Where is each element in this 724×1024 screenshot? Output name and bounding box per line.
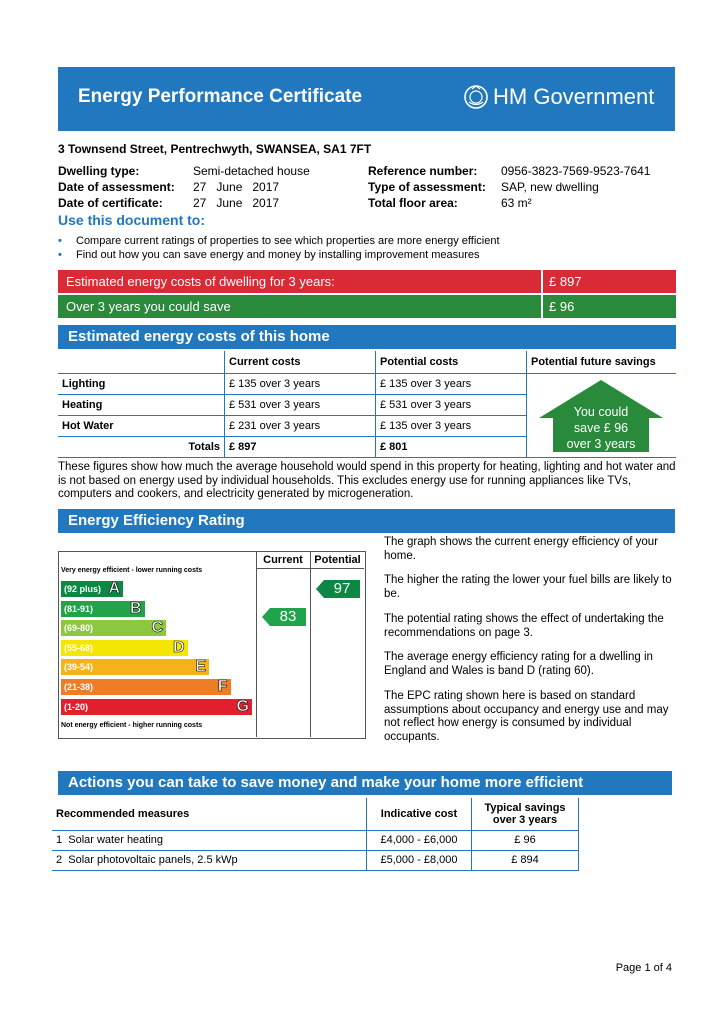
efficiency-description: The average energy efficiency rating for a dwelling in England and Wales is band D (rating 60).: [384, 651, 653, 677]
section-title: Energy Efficiency Rating: [68, 512, 245, 529]
measure-number: 2: [56, 854, 63, 866]
band-range: (39-54): [64, 662, 94, 673]
column-header: Potential costs: [376, 351, 527, 373]
reference-number: 0956-3823-7569-9523-7641: [501, 164, 651, 178]
measure-number: 1: [56, 834, 63, 846]
row-name: Hot Water: [58, 415, 225, 436]
savings-line: over 3 years: [566, 436, 636, 451]
list-item: [58, 248, 500, 262]
savings-label: Over 3 years you could save: [66, 299, 231, 314]
rating-band-d: [61, 640, 188, 656]
savings-line: You could: [573, 404, 629, 419]
potential-column-label: Potential: [314, 554, 361, 566]
column-header: Current costs: [225, 351, 376, 373]
details-left: [58, 163, 310, 211]
estimated-cost-label: Estimated energy costs of dwelling for 3 years:: [66, 274, 335, 289]
page-header: [58, 67, 675, 131]
current-rating-arrow: [262, 608, 306, 626]
measure-name: Solar photovoltaic panels, 2.5 kWp: [68, 854, 238, 866]
estimated-cost-value: £ 897: [541, 270, 676, 293]
costs-note: These figures show how much the average household would spend in this property for heating, lighting and hot water and is not based on energy used by individual households. This excludes energy use for running appliances like TVs, computers and cookers, and electricity generated by microgeneration.: [58, 461, 676, 500]
efficiency-description: The graph shows the current energy efficiency of your home.: [384, 536, 659, 562]
detail-label: Total floor area:: [368, 196, 458, 210]
costs-table: [58, 351, 676, 458]
total-current: £ 897: [225, 436, 376, 457]
detail-value: 27 June 2017: [193, 180, 280, 194]
current-rating-value: 83: [279, 608, 297, 625]
detail-row: [368, 179, 668, 195]
chart-divider: [256, 568, 364, 569]
property-address: 3 Townsend Street, Pentrechwyth, SWANSEA, SA1 7FT: [58, 142, 372, 156]
band-letter: F: [217, 678, 228, 695]
band-letter: E: [195, 658, 206, 676]
detail-row: [368, 195, 668, 211]
rating-band-f: [61, 679, 231, 695]
use-document-title: Use this document to:: [58, 212, 206, 228]
use-document-list: [58, 234, 500, 262]
government-label: HM Government: [493, 84, 655, 109]
bullet-text: Find out how you can save energy and money by installing improvement measures: [76, 249, 480, 261]
section-title: Estimated energy costs of this home: [68, 328, 330, 345]
rating-band-c: [61, 620, 166, 636]
measure-saving: £ 894: [472, 850, 579, 870]
potential-cost: £ 135 over 3 years: [376, 373, 527, 394]
savings-house-text: [553, 404, 649, 452]
detail-label: Date of assessment:: [58, 180, 175, 194]
savings-house-cell: [527, 373, 677, 457]
band-range: (81-91): [64, 603, 94, 614]
band-letter: D: [172, 638, 185, 656]
band-range: (92 plus): [64, 584, 102, 594]
actions-section-heading: [58, 771, 672, 795]
hm-government-logo: [463, 84, 654, 110]
chart-divider: [310, 551, 311, 737]
column-header: Indicative cost: [367, 798, 472, 830]
efficiency-description: The potential rating shows the effect of undertaking the recommendations on page 3.: [384, 613, 664, 639]
detail-value: 63 m²: [501, 196, 532, 210]
details-right: [368, 163, 668, 211]
detail-row: [58, 179, 280, 195]
table-header-row: [58, 351, 676, 373]
table-row: [52, 850, 579, 870]
measure-cell: [52, 850, 367, 870]
current-cost: £ 531 over 3 years: [225, 394, 376, 415]
efficiency-description: The higher the rating the lower your fuel bills are likely to be.: [384, 574, 672, 600]
totals-label: Totals: [58, 436, 225, 457]
section-title: Actions you can take to save money and make your home more efficient: [68, 774, 584, 791]
savings-line: save £ 96: [573, 420, 629, 435]
royal-crest-icon: [463, 84, 489, 110]
detail-label: Type of assessment:: [368, 180, 486, 194]
top-caption: Very energy efficient - lower running costs: [61, 567, 203, 574]
rating-band-e: [61, 659, 209, 675]
detail-value: SAP, new dwelling: [501, 180, 599, 194]
table-header-row: [52, 798, 579, 830]
estimated-cost-bar: [58, 270, 676, 293]
current-cost: £ 231 over 3 years: [225, 415, 376, 436]
rating-band-a: [61, 581, 123, 597]
list-item: [58, 234, 500, 248]
band-letter: B: [129, 599, 142, 617]
potential-rating-arrow: [316, 580, 360, 598]
band-range: (55-68): [64, 642, 94, 653]
measures-table: [52, 798, 579, 871]
rating-band-b: [61, 601, 145, 617]
detail-row: [368, 163, 668, 179]
detail-value: 27 June 2017: [193, 196, 280, 210]
current-column-label: Current: [263, 554, 303, 566]
measure-cost: £5,000 - £8,000: [367, 850, 472, 870]
column-header: Recommended measures: [52, 798, 367, 830]
page-title: Energy Performance Certificate: [78, 86, 363, 107]
detail-label: Reference number:: [368, 164, 478, 178]
measure-cell: [52, 830, 367, 850]
chart-divider: [256, 551, 257, 737]
band-letter: G: [236, 697, 249, 715]
potential-rating-value: 97: [333, 580, 351, 597]
potential-cost: £ 531 over 3 years: [376, 394, 527, 415]
page-number: Page 1 of 4: [615, 962, 672, 974]
table-row: [58, 373, 676, 394]
table-row: [52, 830, 579, 850]
detail-row: [58, 195, 280, 211]
measure-cost: £4,000 - £6,000: [367, 830, 472, 850]
column-header: Typical savings over 3 years: [472, 798, 579, 830]
measure-name: Solar water heating: [68, 834, 164, 846]
efficiency-section-heading: [58, 509, 675, 533]
detail-label: Date of certificate:: [58, 196, 163, 210]
savings-bar: [58, 295, 676, 318]
band-range: (21-38): [64, 682, 94, 692]
bottom-caption: Not energy efficient - higher running costs: [61, 722, 203, 729]
band-range: (69-80): [64, 623, 94, 634]
current-cost: £ 135 over 3 years: [225, 373, 376, 394]
measure-saving: £ 96: [472, 830, 579, 850]
band-range: (1-20): [64, 701, 89, 712]
column-header: [58, 351, 225, 373]
row-name: Lighting: [58, 373, 225, 394]
savings-value: £ 96: [541, 295, 676, 318]
detail-value: Semi-detached house: [193, 164, 310, 178]
bullet-text: Compare current ratings of properties to see which properties are more energy efficient: [76, 235, 500, 247]
band-letter: C: [151, 619, 163, 637]
detail-row: [58, 163, 310, 179]
row-name: Heating: [58, 394, 225, 415]
costs-section-heading: [58, 325, 676, 349]
rating-band-g: [61, 699, 252, 715]
band-letter: A: [108, 580, 120, 597]
column-header: Potential future savings: [527, 351, 677, 373]
efficiency-description: The EPC rating shown here is based on standard assumptions about occupancy and energy use and may not reflect how energy is consumed by individual occupants.: [384, 690, 669, 743]
potential-cost: £ 135 over 3 years: [376, 415, 527, 436]
detail-label: Dwelling type:: [58, 164, 140, 178]
total-potential: £ 801: [376, 436, 527, 457]
